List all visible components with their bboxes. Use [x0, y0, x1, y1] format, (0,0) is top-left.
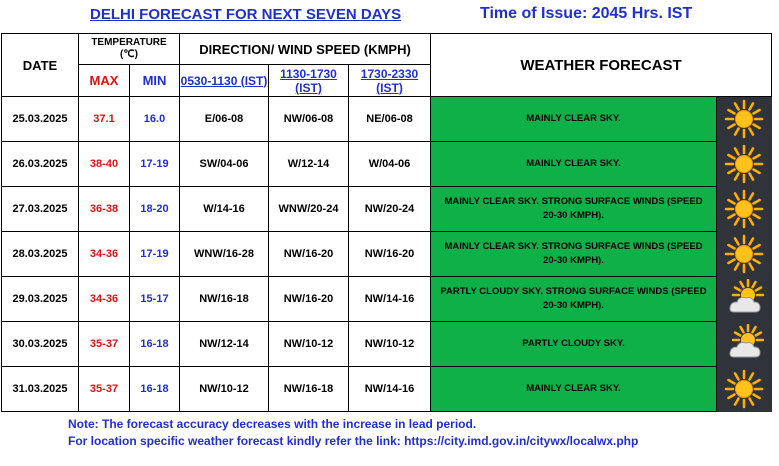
row-wind-slot-3: W/04-06: [349, 142, 431, 187]
row-forecast: MAINLY CLEAR SKY.: [431, 97, 717, 142]
row-max-temp: 35-37: [79, 367, 130, 412]
row-min-temp: 17-19: [130, 142, 180, 187]
row-date: 28.03.2025: [2, 232, 79, 277]
row-wind-slot-2: NW/06-08: [269, 97, 349, 142]
forecast-table: [1, 33, 772, 412]
table-row: [2, 322, 772, 367]
header-temperature: [79, 34, 180, 65]
row-wind-slot-2: NW/16-18: [269, 367, 349, 412]
sun-icon: [722, 369, 766, 409]
row-max-temp: 34-36: [79, 232, 130, 277]
row-min-temp: 16-18: [130, 322, 180, 367]
row-max-temp: 38-40: [79, 142, 130, 187]
row-date: 29.03.2025: [2, 277, 79, 322]
page-title: DELHI FORECAST FOR NEXT SEVEN DAYS: [90, 6, 402, 23]
issue-time: Time of Issue: 2045 Hrs. IST: [480, 5, 693, 22]
row-wind-slot-3: NE/06-08: [349, 97, 431, 142]
row-date: 27.03.2025: [2, 187, 79, 232]
sun-icon: [722, 234, 766, 274]
row-forecast: MAINLY CLEAR SKY.: [431, 367, 717, 412]
header-date: DATE: [2, 34, 79, 97]
row-min-temp: 18-20: [130, 187, 180, 232]
row-min-temp: 17-19: [130, 232, 180, 277]
row-wind-slot-2: NW/10-12: [269, 322, 349, 367]
table-row: [2, 97, 772, 142]
table-row: [2, 367, 772, 412]
table-row: [2, 187, 772, 232]
header-temperature-label: TEMPERATURE: [91, 37, 167, 48]
row-weather-icon-cell: [717, 277, 772, 322]
row-wind-slot-1: SW/04-06: [180, 142, 269, 187]
partly-cloudy-icon: [722, 324, 766, 364]
header-wind: DIRECTION/ WIND SPEED (KMPH): [180, 34, 431, 65]
row-wind-slot-1: NW/16-18: [180, 277, 269, 322]
row-date: 26.03.2025: [2, 142, 79, 187]
note-accuracy: Note: The forecast accuracy decreases with the increase in lead period.: [68, 417, 477, 431]
row-forecast: PARTLY CLOUDY SKY.: [431, 322, 717, 367]
header-temperature-unit: (℃): [120, 49, 138, 60]
row-wind-slot-1: W/14-16: [180, 187, 269, 232]
row-forecast: PARTLY CLOUDY SKY. STRONG SURFACE WINDS (SPEED 20-30 KMPH).: [431, 277, 717, 322]
partly-cloudy-icon: [722, 279, 766, 319]
note-link: For location specific weather forecast kindly refer the link: https://city.imd.gov.in/citywx/localwx.php: [68, 434, 639, 448]
row-weather-icon-cell: [717, 322, 772, 367]
row-wind-slot-1: WNW/16-28: [180, 232, 269, 277]
row-min-temp: 15-17: [130, 277, 180, 322]
row-forecast: MAINLY CLEAR SKY. STRONG SURFACE WINDS (SPEED 20-30 KMPH).: [431, 187, 717, 232]
table-row: [2, 232, 772, 277]
row-max-temp: 35-37: [79, 322, 130, 367]
row-weather-icon-cell: [717, 367, 772, 412]
row-forecast: MAINLY CLEAR SKY. STRONG SURFACE WINDS (SPEED 20-30 KMPH).: [431, 232, 717, 277]
row-date: 31.03.2025: [2, 367, 79, 412]
header-slot-2: 1130-1730 (IST): [269, 65, 349, 97]
row-date: 25.03.2025: [2, 97, 79, 142]
header-slot-1: 0530-1130 (IST): [180, 65, 269, 97]
row-max-temp: 34-36: [79, 277, 130, 322]
row-max-temp: 37.1: [79, 97, 130, 142]
row-weather-icon-cell: [717, 187, 772, 232]
row-weather-icon-cell: [717, 232, 772, 277]
row-date: 30.03.2025: [2, 322, 79, 367]
row-forecast: MAINLY CLEAR SKY.: [431, 142, 717, 187]
sun-icon: [722, 144, 766, 184]
row-wind-slot-1: E/06-08: [180, 97, 269, 142]
row-wind-slot-3: NW/14-16: [349, 277, 431, 322]
table-row: [2, 142, 772, 187]
row-wind-slot-3: NW/16-20: [349, 232, 431, 277]
row-wind-slot-3: NW/20-24: [349, 187, 431, 232]
row-wind-slot-3: NW/14-16: [349, 367, 431, 412]
header-forecast: WEATHER FORECAST: [431, 34, 772, 97]
sun-icon: [722, 99, 766, 139]
row-wind-slot-1: NW/10-12: [180, 367, 269, 412]
row-wind-slot-2: W/12-14: [269, 142, 349, 187]
header-min: MIN: [130, 65, 180, 97]
sun-icon: [722, 189, 766, 229]
row-min-temp: 16.0: [130, 97, 180, 142]
header-max: MAX: [79, 65, 130, 97]
row-weather-icon-cell: [717, 142, 772, 187]
header-slot-3: 1730-2330 (IST): [349, 65, 431, 97]
row-wind-slot-2: WNW/20-24: [269, 187, 349, 232]
row-max-temp: 36-38: [79, 187, 130, 232]
row-wind-slot-2: NW/16-20: [269, 232, 349, 277]
row-wind-slot-1: NW/12-14: [180, 322, 269, 367]
row-wind-slot-3: NW/10-12: [349, 322, 431, 367]
row-weather-icon-cell: [717, 97, 772, 142]
row-wind-slot-2: NW/16-20: [269, 277, 349, 322]
table-row: [2, 277, 772, 322]
row-min-temp: 16-18: [130, 367, 180, 412]
